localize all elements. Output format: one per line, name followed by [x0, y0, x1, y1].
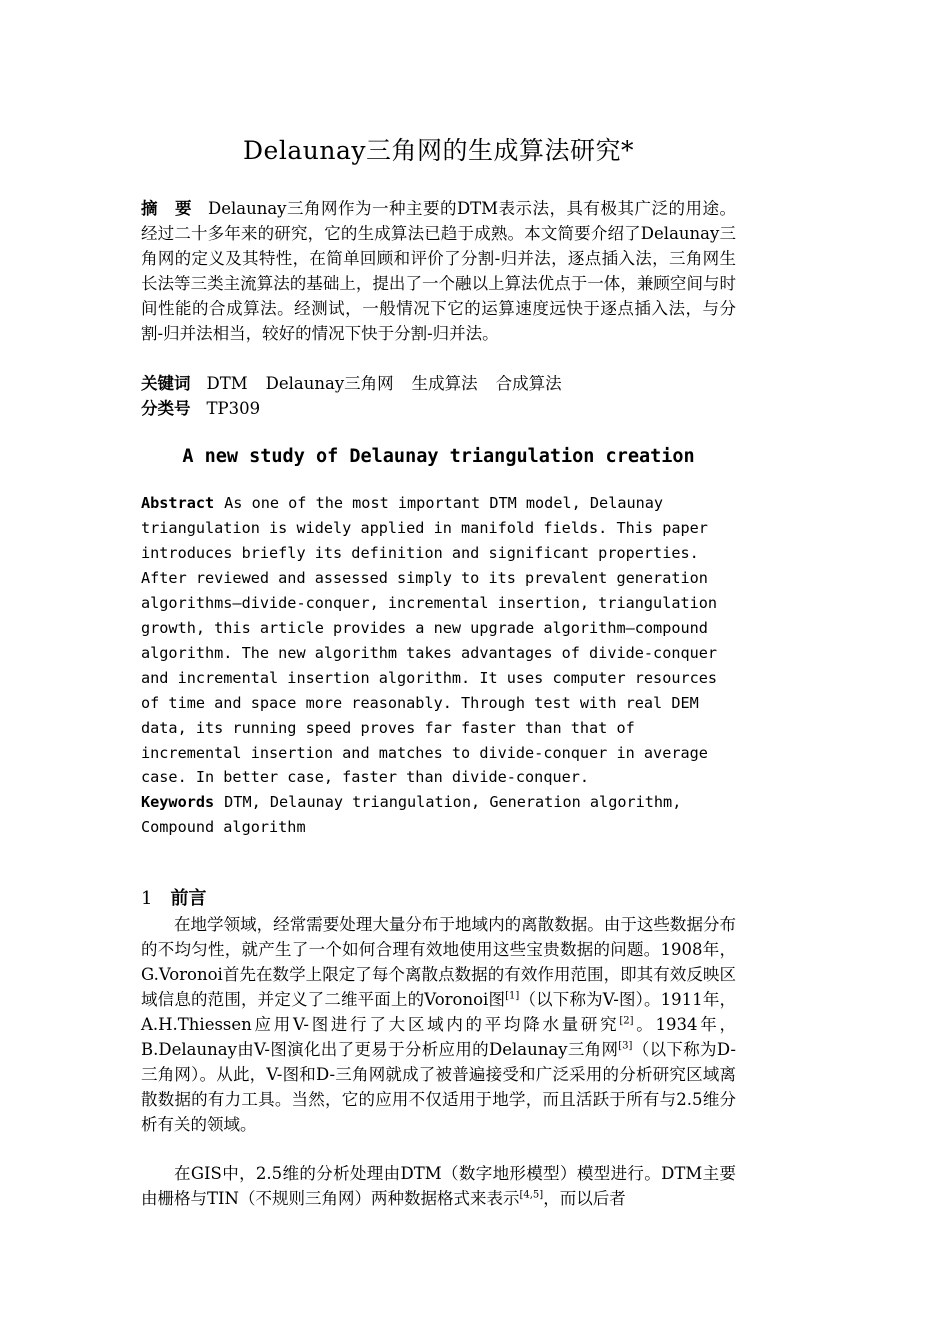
chinese-abstract	[141, 197, 736, 346]
body-paragraph	[141, 1161, 736, 1211]
keyword-item: Delaunay三角网	[265, 374, 394, 393]
keyword-item: 合成算法	[495, 374, 562, 393]
paragraph-text: 。1934年，B.Delaunay由V-图演化出了更易于分析应用的Delaunay三角网	[141, 1015, 736, 1059]
citation: [3]	[618, 1040, 633, 1052]
english-title: A new study of Delaunay triangulation creation	[182, 446, 695, 467]
keyword-item: 生成算法	[411, 374, 478, 393]
paragraph-text: （以下称为V-图）。1911年，A.H.Thiessen应用V-图进行了大区域内的平均降水量研究	[141, 990, 737, 1034]
chinese-keywords-label: 关键词	[141, 374, 191, 393]
chinese-abstract-text: Delaunay三角网作为一种主要的DTM表示法，具有极其广泛的用途。经过二十多年来的研究，它的生成算法已趋于成熟。本文简要介绍了Delaunay三角网的定义及其特性，在简单回顾和评价了分割-归并法，逐点插入法，三角网生长法等三类主流算法的基础上，提出了一个融以上算法优点于一体，兼顾空间与时间性能的合成算法。经测试，一般情况下它的运算速度远快于逐点插入法，与分割-归并法相当，较好的情况下快于分割-归并法。	[141, 199, 736, 343]
classification-value: TP309	[206, 399, 261, 418]
keyword-item: DTM	[206, 374, 248, 393]
section-heading	[141, 886, 206, 912]
english-abstract-label: Abstract	[141, 494, 215, 512]
english-abstract	[141, 491, 741, 840]
classification-number	[141, 396, 736, 421]
paragraph-text: （以下称为D-三角网）。从此，V-图和D-三角网就成了被普遍接受和广泛采用的分析研究区域离散数据的有力工具。当然，它的应用不仅适用于地学，而且活跃于所有与2.5维分析有关的领域。	[141, 1040, 736, 1134]
citation: [2]	[619, 1015, 634, 1027]
citation: [4,5]	[519, 1189, 544, 1201]
english-abstract-text: As one of the most important DTM model, Delaunay triangulation is widely applied in manifold fields. This paper introduces briefly its definition and significant properties. After reviewed and assessed simply to its prevalent generation algorithms—divide-conquer, incremental insertion, triangulation growth, this article provides a new upgrade algorithm—compound algorithm. The new algorithm takes advantages of divide-conquer and incremental insertion algorithm. It uses computer resources of time and space more reasonably. Through test with real DEM data, its running speed proves far faster than that of incremental insertion and matches to divide-conquer in average case. In better case, faster than divide-conquer.	[141, 494, 718, 787]
english-keywords-text: DTM, Delaunay triangulation, Generation algorithm, Compound algorithm	[141, 793, 682, 837]
section-number: 1	[141, 888, 153, 909]
body-paragraph	[141, 912, 736, 1137]
paper-title: Delaunay三角网的生成算法研究*	[243, 136, 634, 165]
english-keywords-label: Keywords	[141, 793, 215, 812]
paragraph-text: 在地学领域，经常需要处理大量分布于地域内的离散数据。由于这些数据分布的不均匀性，就产生了一个如何合理有效地使用这些宝贵数据的问题。1908年，G.Voronoi首先在数学上限定了每个离散点数据的有效作用范围，即其有效反映区域信息的范围，并定义了二维平面上的Voronoi图	[141, 915, 736, 1009]
paragraph-text: ，而以后者	[543, 1189, 626, 1208]
chinese-abstract-label: 摘 要	[141, 199, 192, 218]
classification-label: 分类号	[141, 399, 191, 418]
section-title: 前言	[170, 888, 207, 909]
paragraph-text: 在GIS中，2.5维的分析处理由DTM（数字地形模型）模型进行。DTM主要由栅格与TIN（不规则三角网）两种数据格式来表示	[141, 1164, 736, 1208]
chinese-keywords	[141, 371, 736, 396]
citation: [1]	[505, 990, 520, 1002]
